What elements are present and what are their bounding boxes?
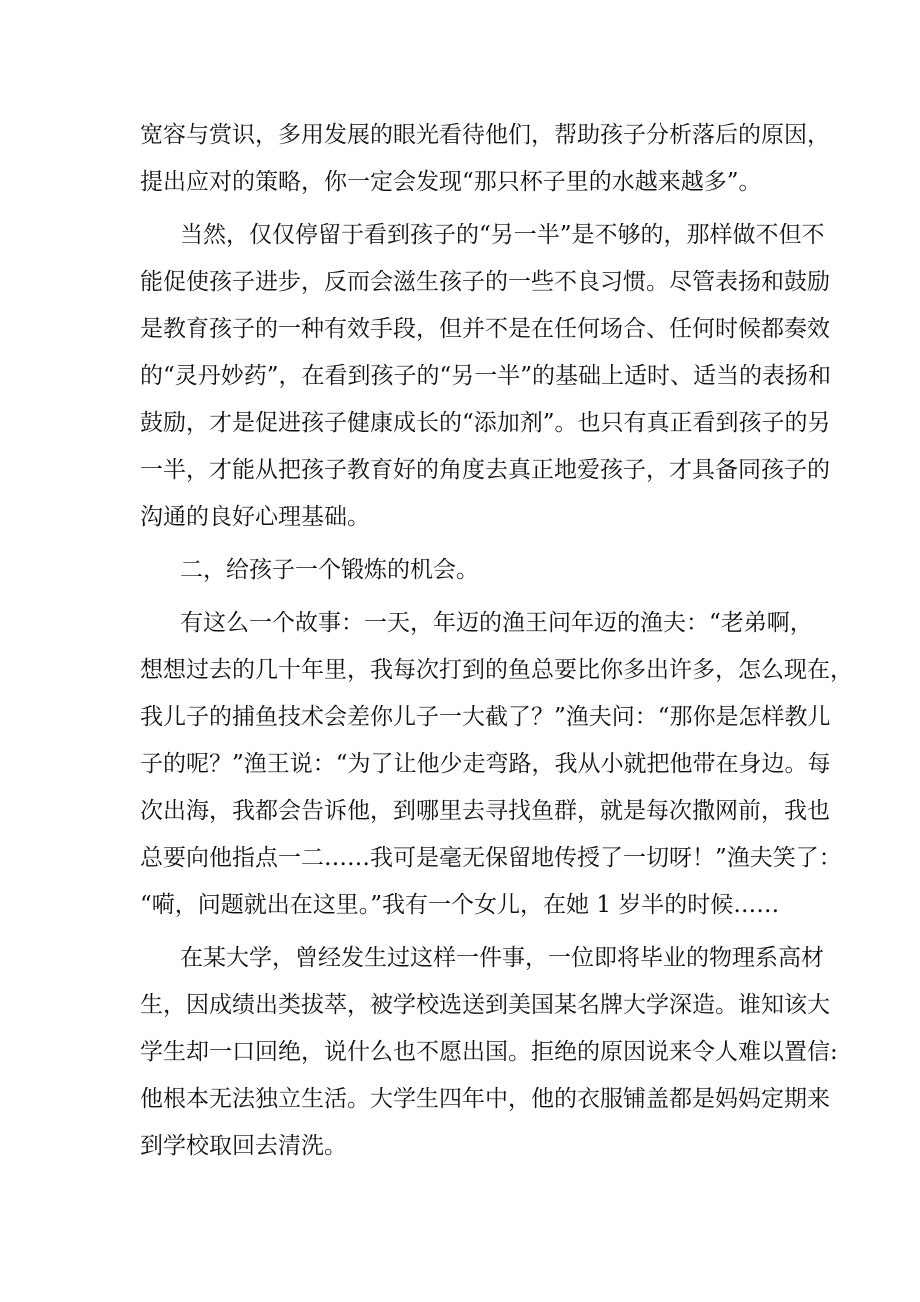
text-line: “嗬，问题就出在这里。”我有一个女儿，在她 1 岁半的时候…… [140, 892, 780, 918]
paragraph-2 [140, 212, 832, 541]
section-heading [140, 547, 785, 594]
text-line: 当然，仅仅停留于看到孩子的“另一半”是不够的，那样做不但不 [180, 222, 825, 248]
text-line: 总要向他指点一二……我可是毫无保留地传授了一切呀！”渔夫笑了： [140, 845, 842, 871]
paragraph-4 [140, 600, 853, 929]
text-line: 一半，才能从把孩子教育好的角度去真正地爱孩子，才具备同孩子的 [140, 457, 830, 483]
text-line: 我儿子的捕鱼技术会差你儿子一大截了？”渔夫问：“那你是怎样教儿 [140, 704, 831, 730]
text-line: 到学校取回去清洗。 [140, 1133, 347, 1159]
text-line: 次出海，我都会告诉他，到哪里去寻找鱼群，就是每次撒网前，我也 [140, 798, 830, 824]
text-line: 在某大学，曾经发生过这样一件事，一位即将毕业的物理系高材 [180, 945, 824, 971]
text-line: 二，给孩子一个锻炼的机会。 [180, 557, 479, 583]
text-line: 子的呢？”渔王说：“为了让他少走弯路，我从小就把他带在身边。每 [140, 751, 831, 777]
paragraph-1 [140, 112, 830, 206]
text-line: 是教育孩子的一种有效手段，但并不是在任何场合、任何时候都奏效 [140, 316, 830, 342]
text-line: 有这么一个故事：一天，年迈的渔王问年迈的渔夫：“老弟啊， [180, 610, 813, 636]
text-line: 的“灵丹妙药”，在看到孩子的“另一半”的基础上适时、适当的表扬和 [140, 363, 832, 389]
text-line: 学生却一口回绝，说什么也不愿出国。拒绝的原因说来令人难以置信: [140, 1039, 838, 1065]
text-line: 提出应对的策略，你一定会发现“那只杯子里的水越来越多”。 [140, 169, 762, 195]
text-line: 鼓励，才是促进孩子健康成长的“添加剂”。也只有真正看到孩子的另 [140, 410, 831, 436]
document-body [140, 112, 853, 1170]
text-line: 生，因成绩出类拔萃，被学校选送到美国某名牌大学深造。谁知该大 [140, 992, 830, 1018]
text-line: 沟通的良好心理基础。 [140, 504, 370, 530]
text-line: 想想过去的几十年里，我每次打到的鱼总要比你多出许多，怎么现在， [140, 657, 853, 683]
text-line: 宽容与赏识，多用发展的眼光看待他们，帮助孩子分析落后的原因， [140, 122, 830, 148]
text-line: 他根本无法独立生活。大学生四年中，他的衣服铺盖都是妈妈定期来 [140, 1086, 830, 1112]
paragraph-5 [140, 935, 838, 1170]
text-line: 能促使孩子进步，反而会滋生孩子的一些不良习惯。尽管表扬和鼓励 [140, 269, 830, 295]
